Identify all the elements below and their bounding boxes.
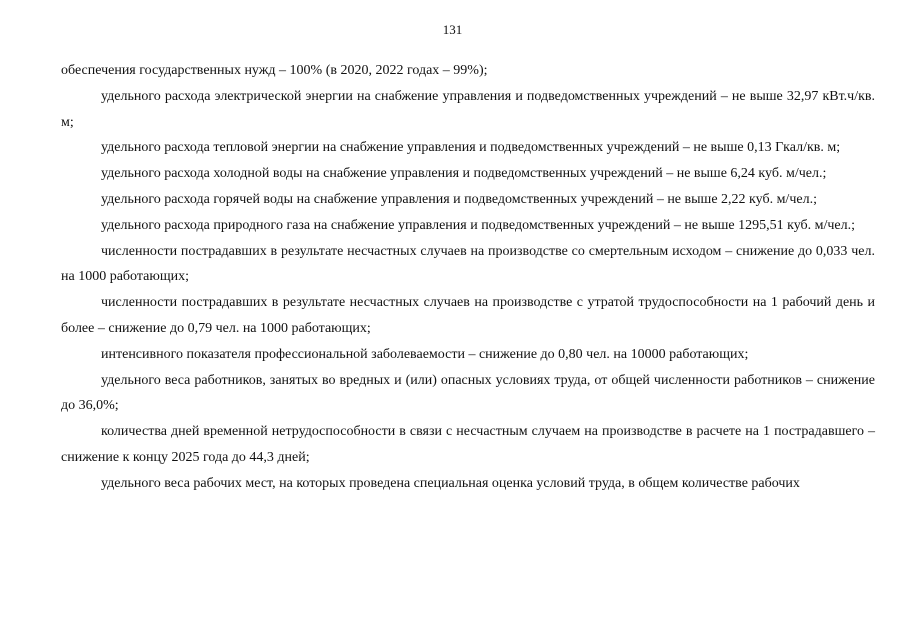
- paragraph-workplace-assessment: удельного веса рабочих мест, на которых проведена специальная оценка условий труда, в общем количестве рабочих: [101, 475, 800, 491]
- paragraph-heat-consumption: удельного расхода тепловой энергии на снабжение управления и подведомственных учреждений – не выше 0,13 Гкал/кв. м;: [101, 140, 841, 156]
- paragraph-disability-days: количества дней временной нетрудоспособности в связи с несчастным случаем на производстве в расчете на 1 пострадавшего – снижение к концу 2025 года до 44,3 дней;: [61, 424, 875, 465]
- paragraph-electricity-consumption: удельного расхода электрической энергии на снабжение управления и подведомственных учреждений – не выше 32,97 кВт.ч/кв. м;: [61, 88, 875, 130]
- paragraph-disability-accidents: численности пострадавших в результате несчастных случаев на производстве с утратой трудоспособности на 1 рабочий день и более – снижение до 0,79 чел. на 1000 работающих;: [61, 295, 875, 336]
- document-body: [61, 58, 875, 497]
- page-number: 131: [442, 22, 463, 37]
- paragraph-natural-gas-consumption: удельного расхода природного газа на снабжение управления и подведомственных учреждений – не выше 1295,51 куб. м/чел.;: [101, 217, 856, 233]
- paragraph-occupational-disease: интенсивного показателя профессиональной заболеваемости – снижение до 0,80 чел. на 10000 работающих;: [101, 346, 749, 362]
- paragraph-fatal-accidents: численности пострадавших в результате несчастных случаев на производстве со смертельным исходом – снижение до 0,033 чел. на 1000 работающих;: [61, 243, 875, 285]
- paragraph-cold-water-consumption: удельного расхода холодной воды на снабжение управления и подведомственных учреждений – не выше 6,24 куб. м/чел.;: [101, 166, 827, 182]
- paragraph-hot-water-consumption: удельного расхода горячей воды на снабжение управления и подведомственных учреждений – не выше 2,22 куб. м/чел.;: [101, 191, 817, 207]
- paragraph-hazardous-conditions-workers: удельного веса работников, занятых во вредных и (или) опасных условиях труда, от общей численности работников – снижение до 36,0%;: [61, 372, 875, 414]
- paragraph-procurement-continuation: обеспечения государственных нужд – 100% (в 2020, 2022 годах – 99%);: [61, 63, 488, 78]
